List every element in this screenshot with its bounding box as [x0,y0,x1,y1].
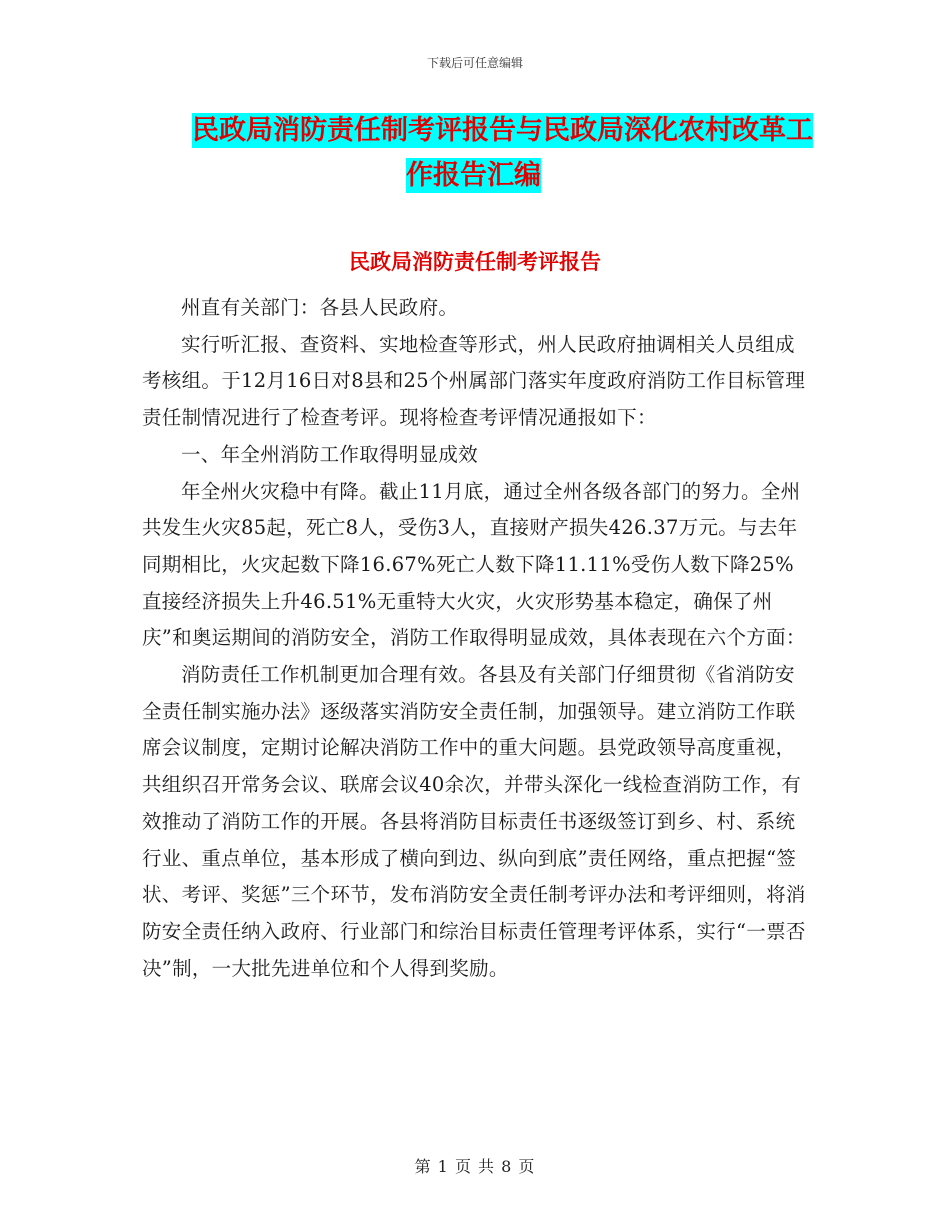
paragraph-intro: 实行听汇报、查资料、实地检查等形式，州人民政府抽调相关人员组成考核组。于12月16日对8县和25个州属部门落实年度政府消防工作目标管理责任制情况进行了检查考评。现将检查考评情况通报如下： [142,332,806,430]
title-line-1 [140,108,860,153]
paragraph-heading-one: 一、年全州消防工作取得明显成效 [181,442,479,466]
header-note: 下载后可任意编辑 [426,56,523,70]
paragraph-responsibility: 消防责任工作机制更加合理有效。各县及有关部门仔细贯彻《省消防安全责任制实施办法》逐级落实消防安全责任制，加强领导。建立消防工作联席会议制度，定期讨论解决消防工作中的重大问题。县党政领导高度重视，共组织召开常务会议、联席会议40余次，并带头深化一线检查消防工作，有效推动了消防工作的开展。各县将消防目标责任书逐级签订到乡、村、系统行业、重点单位，基本形成了横向到边、纵向到底”责任网络，重点把握“签状、考评、奖惩”三个环节，发布消防安全责任制考评办法和考评细则，将消防安全责任纳入政府、行业部门和综治目标责任管理考评体系，实行“一票否决”制，一大批先进单位和个人得到奖励。 [142,663,806,980]
document-title [140,108,860,198]
title-line-2-text: 作报告汇编 [406,160,541,191]
document-body [142,290,806,987]
title-line-1-text: 民政局消防责任制考评报告与民政局深化农村改革工 [192,115,813,146]
paragraph-fire-stats: 年全州火灾稳中有降。截止11月底，通过全州各级各部门的努力。全州共发生火灾85起，死亡8人，受伤3人，直接财产损失426.37万元。与去年同期相比，火灾起数下降16.67%死亡人数下降11.11%受伤人数下降25%直接经济损失上升46.51%无重特大火灾，火灾形势基本稳定，确保了州庆”和奥运期间的消防安全，消防工作取得明显成效，具体表现在六个方面： [142,479,806,650]
page-footer: 第 1 页 共 8 页 [414,1157,536,1176]
title-line-2 [140,153,860,198]
paragraph-addressee: 州直有关部门：各县人民政府。 [181,296,459,319]
section-title: 民政局消防责任制考评报告 [349,250,601,274]
